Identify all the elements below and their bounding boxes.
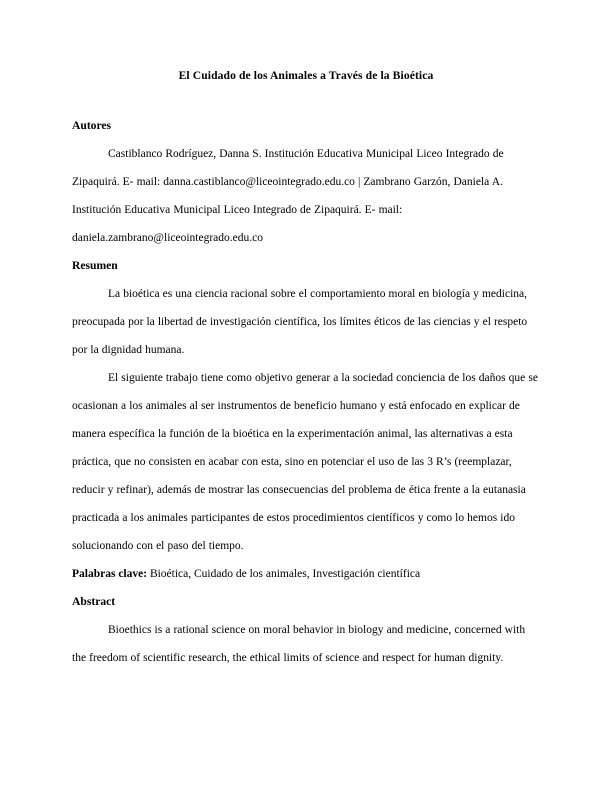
section-heading-abstract: Abstract	[72, 595, 116, 608]
resumen-paragraph-1: La bioética es una ciencia racional sobre el comportamiento moral en biología y medicina, preocupada por la libertad de investigación científica, los límites éticos de las ciencias y el respeto por la dignidad humana.	[72, 288, 528, 356]
keywords-label: Palabras clave:	[72, 568, 148, 580]
resumen-paragraph-2: El siguiente trabajo tiene como objetivo generar a la sociedad conciencia de los daños que se ocasionan a los animales al ser instrumentos de beneficio humano y está enfocado en explicar de manera específica la función de la bioética en la experimentación animal, las alternativas a esta práctica, que no consisten en acabar con esta, sino en potenciar el uso de las 3 R’s (reemplazar, reducir y refinar), además de mostrar las consecuencias del problema de ética frente a la eutanasia practicada a los animales participantes de estos procedimientos científicos y como lo hemos ido solucionando con el paso del tiempo.	[72, 372, 538, 552]
keywords-line	[72, 560, 540, 588]
page-title: El Cuidado de los Animales a Través de la Bioética	[178, 69, 434, 82]
abstract-paragraph-1: Bioethics is a rational science on moral behavior in biology and medicine, concerned with the freedom of scientific research, the ethical limits of science and respect for human dignity.	[72, 624, 526, 664]
section-heading-autores: Autores	[72, 119, 112, 132]
section-heading-resumen: Resumen	[72, 259, 118, 272]
authors-paragraph: Castiblanco Rodríguez, Danna S. Institución Educativa Municipal Liceo Integrado de Zipaquirá. E- mail: danna.castiblanco@liceointegrado.edu.co | Zambrano Garzón, Daniela A. Institución Educativa Municipal Liceo Integrado de Zipaquirá. E- mail: daniela.zambrano@liceointegrado.edu.co	[72, 148, 504, 244]
keywords-value: Bioética, Cuidado de los animales, Investigación científica	[147, 568, 421, 580]
